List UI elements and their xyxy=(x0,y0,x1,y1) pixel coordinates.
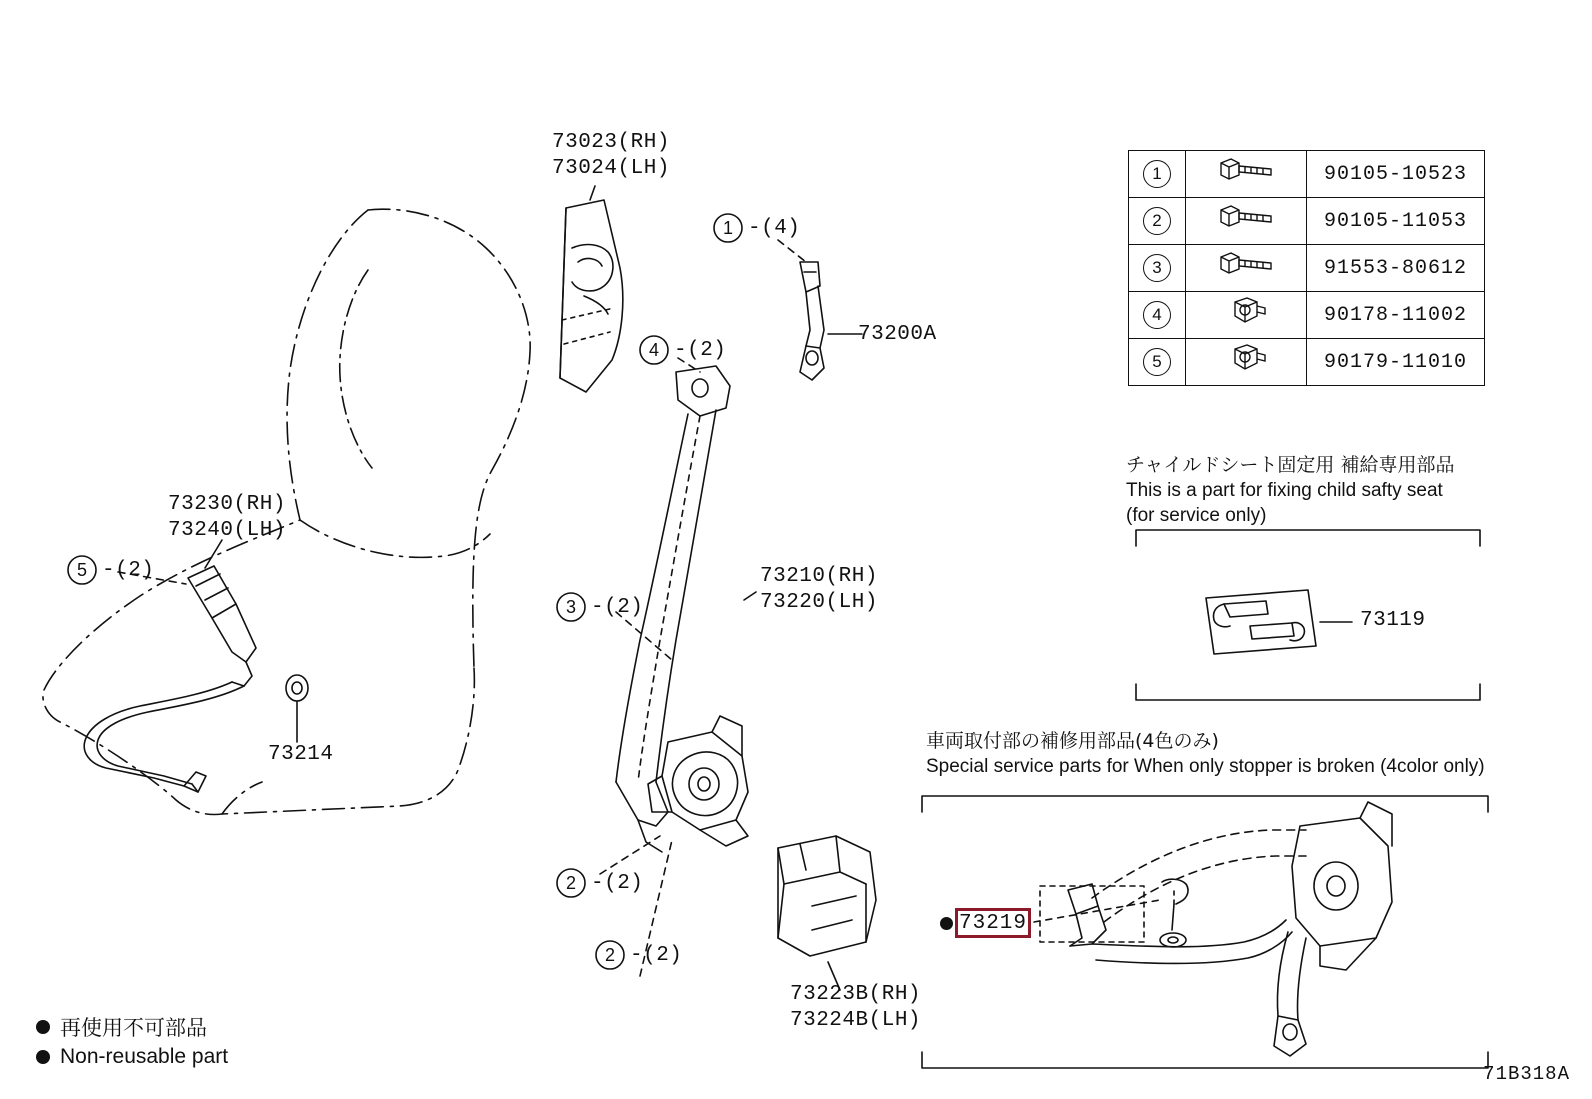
parts-table-body xyxy=(1129,151,1485,386)
index-4-badge: 4 xyxy=(1143,301,1171,329)
bolt-icon xyxy=(1186,151,1307,198)
callout-qty-5: -(2) xyxy=(102,559,155,582)
callout-qty-2b: -(2) xyxy=(630,944,683,967)
legend-label-ja: 再使用不可部品 xyxy=(60,1016,207,1040)
non-reusable-dot-icon xyxy=(36,1050,50,1064)
callout-73210: 73210(RH) xyxy=(760,565,878,588)
table-row xyxy=(1129,292,1485,339)
callout-73214: 73214 xyxy=(268,743,334,766)
index-2-badge: 2 xyxy=(1143,207,1171,235)
part-code: 90179-11010 xyxy=(1307,339,1485,386)
svg-text:3: 3 xyxy=(565,597,577,617)
legend xyxy=(36,1012,228,1072)
svg-text:1: 1 xyxy=(722,218,734,238)
callout-73220: 73220(LH) xyxy=(760,591,878,614)
note-child-seat-en1: This is a part for fixing child safty seat xyxy=(1126,480,1443,501)
nut-icon-graphic xyxy=(1211,296,1281,328)
legend-label-en: Non-reusable part xyxy=(60,1045,229,1068)
part-code: 90178-11002 xyxy=(1307,292,1485,339)
callout-qty-1: -(4) xyxy=(748,217,801,240)
index-1-badge: 1 xyxy=(1143,160,1171,188)
bolt-icon-graphic xyxy=(1211,249,1281,281)
bolt-icon xyxy=(1186,245,1307,292)
svg-text:4: 4 xyxy=(648,340,660,360)
part-code: 90105-11053 xyxy=(1307,198,1485,245)
row-index-cell xyxy=(1129,339,1186,386)
nut-icon xyxy=(1186,339,1307,386)
row-index-cell xyxy=(1129,198,1186,245)
table-row xyxy=(1129,198,1485,245)
callout-73240: 73240(LH) xyxy=(168,519,286,542)
legend-row-en xyxy=(36,1042,228,1072)
row-index-cell xyxy=(1129,151,1186,198)
note-stopper-ja: 車両取付部の補修用部品(4色のみ) xyxy=(926,730,1219,752)
nut-icon xyxy=(1186,292,1307,339)
parts-table xyxy=(1128,150,1485,386)
non-reusable-dot xyxy=(940,917,953,930)
note-child-seat-ja: チャイルドシート固定用 補給専用部品 xyxy=(1126,454,1455,476)
callout-73200a: 73200A xyxy=(858,323,937,346)
note-child-seat xyxy=(1126,452,1546,528)
note-stopper-en: Special service parts for When only stopper is broken (4color only) xyxy=(926,756,1485,777)
index-3-badge: 3 xyxy=(1143,254,1171,282)
index-5-badge: 5 xyxy=(1143,348,1171,376)
part-code: 91553-80612 xyxy=(1307,245,1485,292)
svg-text:2: 2 xyxy=(604,945,616,965)
callout-73024: 73024(LH) xyxy=(552,157,670,180)
callout-qty-2a: -(2) xyxy=(591,872,644,895)
callout-qty-4: -(2) xyxy=(674,339,727,362)
callout-qty-3: -(2) xyxy=(591,596,644,619)
table-row xyxy=(1129,245,1485,292)
callout-73230: 73230(RH) xyxy=(168,493,286,516)
highlighted-part-73219[interactable]: 73219 xyxy=(955,908,1031,938)
legend-row-ja xyxy=(36,1012,228,1042)
part-code: 90105-10523 xyxy=(1307,151,1485,198)
svg-text:2: 2 xyxy=(565,873,577,893)
table-row xyxy=(1129,339,1485,386)
bolt-icon-graphic xyxy=(1211,202,1281,234)
callout-73023: 73023(RH) xyxy=(552,131,670,154)
bolt-icon xyxy=(1186,198,1307,245)
bolt-icon-graphic xyxy=(1211,155,1281,187)
row-index-cell xyxy=(1129,292,1186,339)
callout-73223b: 73223B(RH) xyxy=(790,983,922,1006)
nut-icon-graphic xyxy=(1211,343,1281,375)
row-index-cell xyxy=(1129,245,1186,292)
sheet-id: 71B318A xyxy=(1483,1063,1570,1085)
callout-73119: 73119 xyxy=(1360,609,1426,632)
table-row xyxy=(1129,151,1485,198)
callout-73224b: 73224B(LH) xyxy=(790,1009,922,1032)
note-child-seat-en2: (for service only) xyxy=(1126,505,1267,526)
note-stopper xyxy=(926,728,1506,779)
non-reusable-dot-icon xyxy=(36,1020,50,1034)
svg-text:5: 5 xyxy=(76,560,88,580)
